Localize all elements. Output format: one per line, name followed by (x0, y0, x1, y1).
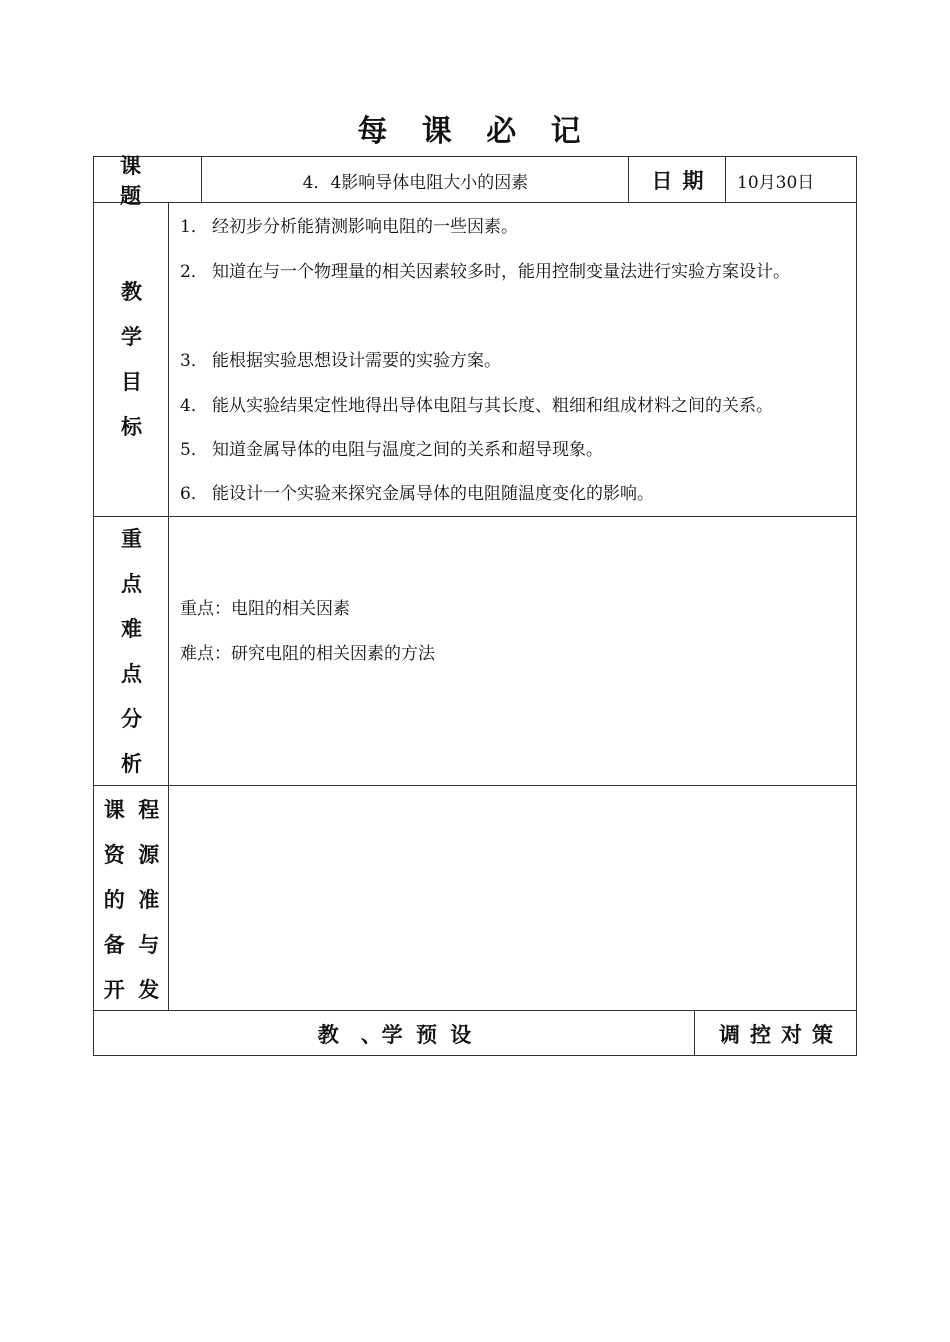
topic-label: 课题 (120, 154, 167, 208)
objective-text: 能设计一个实验来探究金属导体的电阻随温度变化的影响。 (212, 484, 654, 504)
objectives-label-char: 标 (121, 415, 142, 439)
teaching-plan-header (94, 1011, 695, 1056)
resources-label-char: 发 (138, 977, 160, 1002)
objective-number: 3． (180, 351, 208, 371)
topic-value: 4．4影响导体电阻大小的因素 (302, 172, 529, 193)
objectives-label-char: 目 (121, 370, 142, 394)
objectives-list (169, 203, 857, 517)
objective-number: 5． (180, 440, 208, 460)
objective-text: 能根据实验思想设计需要的实验方案。 (212, 351, 501, 371)
objectives-label (94, 203, 169, 517)
objective-number: 6． (180, 484, 208, 504)
objectives-label-char: 教 (121, 280, 142, 304)
keypoints-label-char: 难 (121, 616, 142, 641)
resources-label-char: 准 (138, 887, 160, 912)
keypoints-label-char: 点 (121, 571, 142, 596)
date-label: 日期 (651, 169, 714, 193)
keypoints-label (94, 517, 169, 786)
keypoints-label-char: 分 (121, 706, 142, 731)
teaching-plan-header-part: 教 (317, 1022, 339, 1047)
resources-label-char: 课 (103, 797, 125, 822)
keypoints-label-char: 点 (121, 661, 142, 686)
key-point-text: 重点：电阻的相关因素 (180, 599, 350, 619)
keypoints-body (169, 517, 857, 786)
difficulty-text: 难点：研究电阻的相关因素的方法 (180, 644, 435, 664)
keypoints-label-char: 析 (121, 751, 142, 776)
objective-number: 1． (180, 217, 208, 237)
resources-label-char: 与 (138, 932, 160, 957)
keypoints-label-char: 重 (121, 526, 142, 551)
resources-label-char: 的 (103, 887, 125, 912)
resources-label-char: 程 (138, 797, 160, 822)
resources-label-char: 源 (138, 842, 160, 867)
resources-label (94, 786, 169, 1011)
objective-text: 能从实验结果定性地得出导体电阻与其长度、粗细和组成材料之间的关系。 (212, 396, 773, 416)
resources-body (169, 786, 857, 1011)
objective-number: 4． (180, 396, 208, 416)
teaching-plan-header-part: 、学 预 设 (360, 1022, 472, 1047)
date-value: 10月30日 (737, 172, 815, 193)
resources-label-char: 资 (103, 842, 125, 867)
objective-text: 经初步分析能猜测影响电阻的一些因素。 (212, 217, 518, 237)
control-strategy-header: 调控对策 (719, 1022, 843, 1047)
objective-number: 2． (180, 262, 208, 282)
objective-text: 知道在与一个物理量的相关因素较多时，能用控制变量法进行实验方案设计。 (212, 262, 790, 282)
page-title: 每 课 必 记 (357, 114, 593, 149)
objectives-label-char: 学 (121, 325, 142, 349)
resources-label-char: 备 (103, 932, 125, 957)
objective-text: 知道金属导体的电阻与温度之间的关系和超导现象。 (212, 440, 603, 460)
resources-label-char: 开 (103, 977, 125, 1002)
